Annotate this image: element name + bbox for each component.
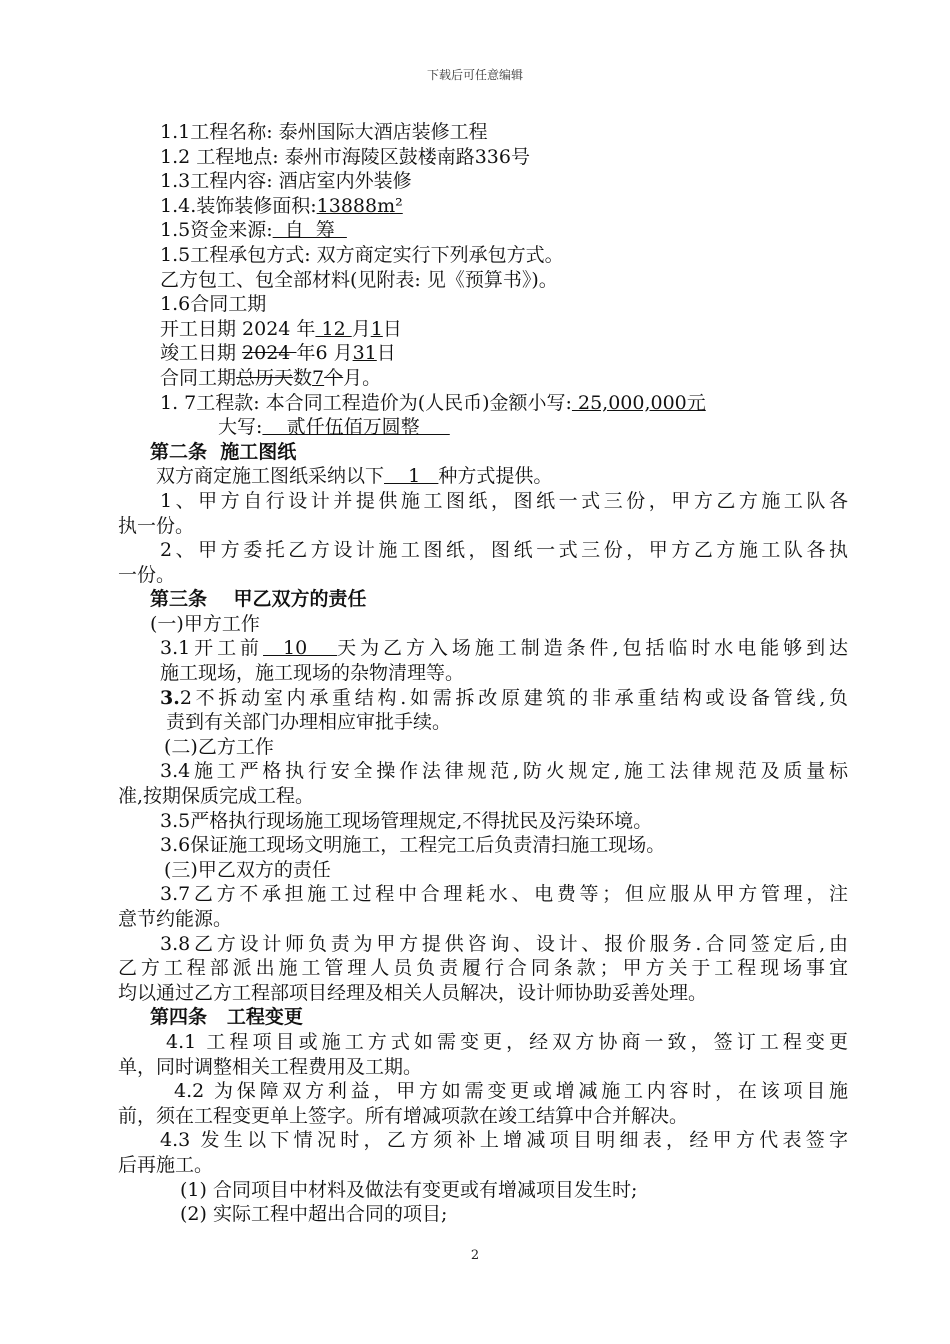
clause-4-2-cont: 前，须在工程变更单上签字。所有增减项款在竣工结算中合并解决。 [118,1104,689,1127]
clause-3-2-cont: 责到有关部门办理相应审批手续。 [166,711,452,734]
contract-body [118,120,848,1227]
clause-4-1: 4.1 工程项目或施工方式如需变更，经双方协商一致，签订工程变更 [166,1030,848,1053]
contract-mode-line: 1.5工程承包方式: 双方商定实行下列承包方式。 [160,243,564,266]
clause-3-8: 3.8乙方设计师负责为甲方提供咨询、设计、报价服务.合同签定后,由 [160,932,848,955]
clause-3-6: 3.6保证施工现场文明施工，工程完工后负责清扫施工现场。 [160,834,666,857]
area-value: 13888m² [316,194,403,217]
clause-4-3-item-2: (2) 实际工程中超出合同的项目; [180,1203,448,1226]
clause-3-2: 3.2不拆动室内承重结构.如需拆改原建筑的非承重结构或设备管线,负 [160,686,848,709]
article-3-heading: 第三条 甲乙双方的责任 [150,588,367,611]
end-date-line: 竣工日期 2024 年6 月31日 [160,342,396,365]
article-4-heading: 第四条 工程变更 [150,1006,303,1029]
clause-3-7-cont: 意节约能源。 [118,908,233,930]
clause-3-7: 3.7乙方不承担施工过程中合理耗水、电费等；但应服从甲方管理，注 [160,883,848,906]
project-content-line: 1.3工程内容: 酒店室内外装修 [160,170,412,193]
contract-price-line: 1. 7工程款: 本合同工程造价为(人民币)金额小写: 25,000,000元 [160,391,706,414]
clause-3-5: 3.5严格执行现场施工现场管理规定,不得扰民及污染环境。 [160,809,653,832]
clause-3-8-cont-1: 乙方工程部派出施工管理人员负责履行合同条款；甲方关于工程现场事宜 [118,957,848,980]
contract-mode-detail: 乙方包工、包全部材料(见附表: 见《预算书》)。 [160,268,558,291]
drawings-option-1: 1、甲方自行设计并提供施工图纸，图纸一式三份，甲方乙方施工队各 [160,489,848,512]
clause-4-1-cont: 单，同时调整相关工程费用及工期。 [118,1055,423,1078]
page-header: 下载后可任意编辑 [426,68,523,82]
clause-3-4-cont: 准,按期保质完成工程。 [118,785,315,808]
drawings-option-1-cont: 执一份。 [118,514,195,537]
total-duration-line: 合同工期总历天数7个月。 [160,366,382,389]
fund-source-value: 自 筹 [272,219,347,242]
duration-heading: 1.6合同工期 [160,293,267,316]
article-2-heading: 第二条 施工图纸 [150,440,297,463]
contract-price-capital-line: 大写: 贰仟伍佰万圆整 [218,416,450,439]
area-line: 1.4.装饰装修面积:13888m² [160,194,403,217]
drawings-method-line: 双方商定施工图纸采纳以下 1 种方式提供。 [156,465,553,488]
page-number: 2 [470,1248,480,1263]
contract-price-value: 25,000,000元 [571,391,706,414]
clause-4-2: 4.2 为保障双方利益，甲方如需变更或增减施工内容时，在该项目施 [174,1080,848,1103]
joint-duties-heading: (三)甲乙双方的责任 [164,858,331,881]
clause-3-1: 3.1开工前 10 天为乙方入场施工制造条件,包括临时水电能够到达 [160,637,849,660]
drawings-option-2: 2、甲方委托乙方设计施工图纸，图纸一式三份，甲方乙方施工队各执 [160,539,848,562]
drawings-option-2-cont: 一份。 [118,563,176,586]
project-name-line: 1.1工程名称: 泰州国际大酒店装修工程 [160,121,488,143]
clause-3-1-cont: 施工现场，施工现场的杂物清理等。 [160,662,465,685]
start-date-line: 开工日期 2024 年 12 月1日 [160,317,402,340]
party-b-work-heading: (二)乙方工作 [164,735,274,758]
clause-3-4: 3.4施工严格执行安全操作法律规范,防火规定,施工法律规范及质量标 [160,760,848,783]
party-a-work-heading: (一)甲方工作 [150,612,260,635]
clause-4-3: 4.3 发生以下情况时，乙方须补上增减项目明细表，经甲方代表签字 [160,1129,848,1152]
clause-4-3-cont: 后再施工。 [118,1153,214,1176]
fund-source-line: 1.5资金来源: 自 筹 [160,219,347,242]
clause-3-8-cont-2: 均以通过乙方工程部项目经理及相关人员解决，设计师协助妥善处理。 [118,981,708,1004]
clause-4-3-item-1: (1) 合同项目中材料及做法有变更或有增减项目发生时; [180,1178,638,1201]
project-location-line: 1.2 工程地点: 泰州市海陵区鼓楼南路336号 [160,145,530,168]
